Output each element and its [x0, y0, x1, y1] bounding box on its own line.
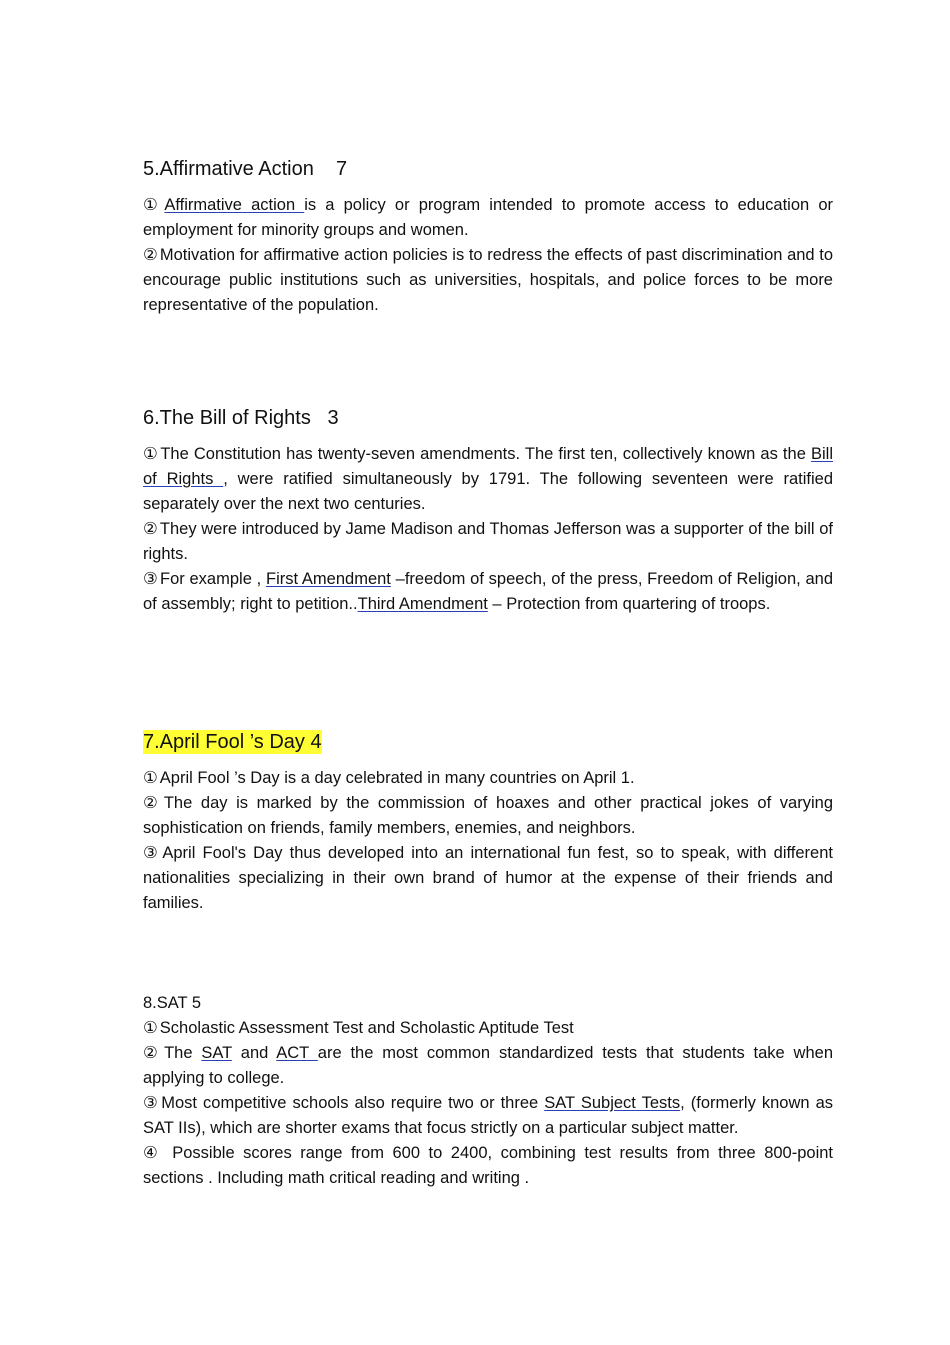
- link-sat[interactable]: SAT: [201, 1044, 232, 1062]
- list-number: ①: [143, 1019, 158, 1037]
- paragraph-text: are the most common standardized tests that students take when applying to college.: [143, 1044, 834, 1087]
- link-bill-of-rights[interactable]: Bill of Rights: [143, 445, 833, 488]
- paragraph-text: is a policy or program intended to promote access to education or employment for minority groups and women.: [143, 196, 833, 239]
- list-number: ①: [143, 769, 158, 787]
- list-number: ②: [143, 246, 158, 264]
- paragraph-text: –freedom of speech, of the press, Freedom of Religion, and of assembly; right to petition..: [143, 570, 833, 613]
- list-number: ④: [143, 1144, 162, 1162]
- section-affirmative-action: [143, 157, 833, 318]
- paragraph-text: The Constitution has twenty-seven amendments. The first ten, collectively known as the: [160, 445, 811, 463]
- paragraph-text: – Protection from quartering of troops.: [487, 595, 771, 613]
- paragraph: [143, 766, 833, 791]
- list-number: ②: [143, 794, 162, 812]
- link-affirmative-action[interactable]: Affirmative action: [164, 196, 305, 214]
- paragraph-text: , (formerly known as SAT IIs), which are shorter exams that focus strictly on a particular subject matter.: [143, 1094, 834, 1137]
- paragraph-text: Scholastic Assessment Test and Scholastic Aptitude Test: [159, 1019, 574, 1037]
- list-number: ②: [143, 520, 158, 538]
- section-heading-highlighted: 7.April Fool ’s Day 4: [143, 731, 322, 753]
- paragraph-text: They were introduced by Jame Madison and Thomas Jefferson was a supporter of the bill of rights.: [143, 520, 833, 563]
- list-number: ③: [143, 570, 158, 588]
- list-number: ③: [143, 844, 161, 862]
- section-bill-of-rights: [143, 406, 833, 617]
- list-number: ①: [143, 445, 159, 463]
- section-april-fools-day: [143, 730, 833, 916]
- paragraph: [143, 1091, 833, 1141]
- paragraph: [143, 243, 833, 318]
- paragraph-text: , were ratified simultaneously by 1791. The following seventeen were ratified separately over the next two centuries.: [143, 470, 833, 513]
- paragraph-text: For example ,: [159, 570, 266, 588]
- paragraph: [143, 193, 833, 243]
- list-number: ③: [143, 1094, 160, 1112]
- link-third-amendment[interactable]: Third Amendment: [357, 595, 488, 613]
- section-heading: 5.Affirmative Action 7: [143, 158, 348, 180]
- paragraph: [143, 791, 833, 841]
- paragraph-text: April Fool ’s Day is a day celebrated in many countries on April 1.: [159, 769, 635, 787]
- paragraph: [143, 567, 833, 617]
- paragraph: [143, 1141, 833, 1191]
- paragraph: [143, 1016, 833, 1041]
- section-heading: 6.The Bill of Rights 3: [143, 407, 339, 429]
- paragraph-text: and: [231, 1044, 277, 1062]
- link-act[interactable]: ACT: [276, 1044, 318, 1062]
- list-number: ②: [143, 1044, 163, 1062]
- section-sat: [143, 991, 833, 1191]
- paragraph-text: The day is marked by the commission of hoaxes and other practical jokes of varying sophistication on friends, family members, enemies, and neighbors.: [143, 794, 833, 837]
- paragraph-text: Possible scores range from 600 to 2400, combining test results from three 800-point sections . Including math critical reading and writing .: [143, 1144, 834, 1187]
- paragraph: [143, 517, 833, 567]
- paragraph-text: Motivation for affirmative action policies is to redress the effects of past discrimination and to encourage public institutions such as universities, hospitals, and police forces to be more representative of the population.: [143, 246, 834, 314]
- link-first-amendment[interactable]: First Amendment: [266, 570, 391, 588]
- paragraph: [143, 442, 833, 517]
- list-number: ①: [143, 196, 163, 214]
- paragraph: [143, 1041, 833, 1091]
- paragraph-text: April Fool's Day thus developed into an international fun fest, so to speak, with different nationalities specializing in their own brand of humor at the expense of their friends and families.: [143, 844, 833, 912]
- paragraph: [143, 841, 833, 916]
- paragraph-text: The: [164, 1044, 202, 1062]
- paragraph-text: Most competitive schools also require two or three: [161, 1094, 545, 1112]
- section-heading: 8.SAT 5: [143, 994, 202, 1012]
- link-sat-subject-tests[interactable]: SAT Subject Tests: [544, 1094, 681, 1112]
